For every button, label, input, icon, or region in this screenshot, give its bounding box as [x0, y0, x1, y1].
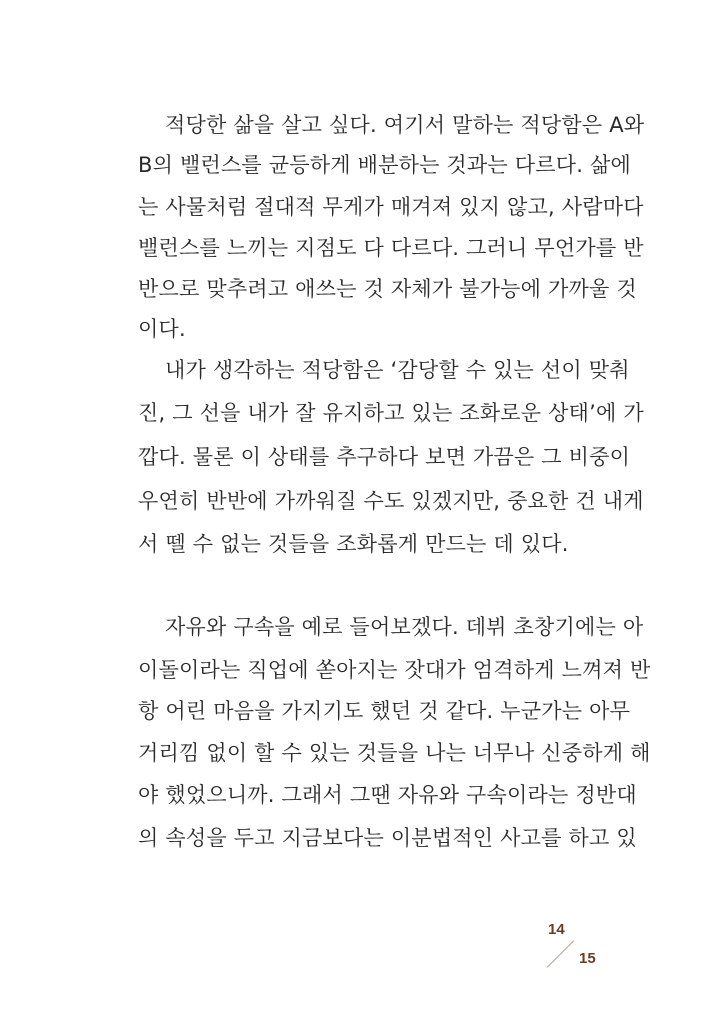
- page-number-divider: [547, 940, 575, 968]
- text-line: 밸런스를 느끼는 지점도 다 다르다. 그러니 무언가를 반: [138, 236, 644, 260]
- text-line: 야 했었으니까. 그래서 그땐 자유와 구속이라는 정반대: [138, 783, 637, 807]
- text-line: 거리낌 없이 할 수 있는 것들을 나는 너무나 신중하게 해: [138, 741, 651, 765]
- text-line: 이돌이라는 직업에 쏟아지는 잣대가 엄격하게 느껴져 반: [138, 658, 651, 682]
- text-line: 우연히 반반에 가까워질 수도 있겠지만, 중요한 건 내게: [138, 489, 644, 513]
- text-line: 깝다. 물론 이 상태를 추구하다 보면 가끔은 그 비중이: [138, 445, 631, 469]
- text-line: 항 어린 마음을 가지기도 했던 것 같다. 누군가는 아무: [138, 699, 631, 723]
- page-number-left: 14: [548, 921, 565, 938]
- text-line: 자유와 구속을 예로 들어보겠다. 데뷔 초창기에는 아: [165, 615, 644, 639]
- text-line: 반으로 맞추려고 애쓰는 것 자체가 불가능에 가까울 것: [138, 277, 637, 301]
- text-line: 는 사물처럼 절대적 무게가 매겨져 있지 않고, 사람마다: [138, 195, 644, 219]
- text-line: B의 밸런스를 균등하게 배분하는 것과는 다르다. 삶에: [138, 153, 631, 177]
- text-line: 이다.: [138, 317, 186, 341]
- text-line: 적당한 삶을 살고 싶다. 여기서 말하는 적당함은 A와: [165, 113, 645, 137]
- text-line: 내가 생각하는 적당함은 ‘감당할 수 있는 선이 맞춰: [165, 358, 630, 382]
- text-line: 의 속성을 두고 지금보다는 이분법적인 사고를 하고 있: [138, 826, 637, 850]
- page-number-right: 15: [579, 950, 596, 967]
- text-line: 진, 그 선을 내가 잘 유지하고 있는 조화로운 상태’에 가: [138, 401, 644, 425]
- text-line: 서 뗄 수 없는 것들을 조화롭게 만드는 데 있다.: [138, 532, 569, 556]
